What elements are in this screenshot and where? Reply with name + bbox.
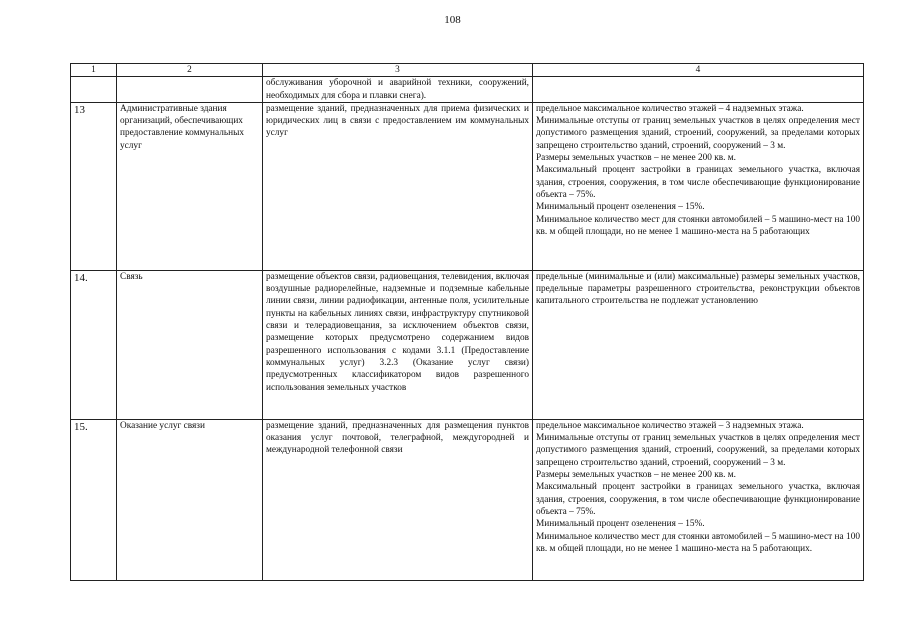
cell-name: Оказание услуг связи bbox=[117, 419, 263, 580]
param-line: Размеры земельных участков – не менее 200 кв. м. bbox=[536, 470, 736, 481]
column-header: 1 bbox=[71, 64, 117, 77]
table-row bbox=[71, 419, 864, 580]
cell-num bbox=[71, 77, 117, 103]
cell-params bbox=[533, 77, 864, 103]
param-line: Минимальный процент озеленения – 15%. bbox=[536, 519, 705, 530]
cell-description: размещение зданий, предназначенных для приема физических и юридических лиц в связи с предоставлением им коммунальных услуг bbox=[263, 102, 533, 270]
cell-name: Связь bbox=[117, 270, 263, 419]
cell-num: 14. bbox=[71, 270, 117, 419]
param-line: предельное максимальное количество этажей – 3 надземных этажа. bbox=[536, 420, 804, 431]
table-header-row bbox=[71, 64, 864, 77]
cell-description: размещение зданий, предназначенных для размещения пунктов оказания услуг почтовой, телеграфной, междугородней и международной телефонной связи bbox=[263, 419, 533, 580]
param-line: Минимальное количество мест для стоянки автомобилей – 5 машино-мест на 100 кв. м общей площади, но не менее 1 машино-места на 5 работающих. bbox=[536, 531, 860, 554]
column-header: 4 bbox=[533, 64, 864, 77]
param-line: Минимальное количество мест для стоянки автомобилей – 5 машино-мест на 100 кв. м общей площади, но не менее 1 машино-места на 5 работающих bbox=[536, 214, 860, 237]
param-line: Максимальный процент застройки в границах земельного участка, включая здания, строения, сооружения, в том числе обеспечивающие функционирование объекта – 75%. bbox=[536, 482, 860, 517]
cell-params bbox=[533, 419, 864, 580]
param-line: Максимальный процент застройки в границах земельного участка, включая здания, строения, сооружения, в том числе обеспечивающие функционирование объекта – 75%. bbox=[536, 165, 860, 200]
table-row bbox=[71, 102, 864, 270]
page-number: 108 bbox=[444, 14, 461, 26]
param-line: предельные (минимальные и (или) максимальные) размеры земельных участков, предельные параметры разрешенного строительства, реконструкции объектов капитального строительства не подлежат установлению bbox=[536, 271, 860, 307]
param-line: Размеры земельных участков – не менее 200 кв. м. bbox=[536, 153, 736, 164]
regulations-table bbox=[70, 63, 864, 581]
param-line: предельное максимальное количество этажей – 4 надземных этажа. bbox=[536, 103, 804, 114]
column-header: 2 bbox=[117, 64, 263, 77]
param-line: Минимальный процент озеленения – 15%. bbox=[536, 202, 705, 213]
table-row-continuation bbox=[71, 77, 864, 103]
param-line: Минимальные отступы от границ земельных участков в целях определения мест допустимого размещения зданий, строений, сооружений, за пределами которых запрещено строительство зданий, строений, сооружений – 3 м. bbox=[536, 116, 860, 151]
cell-params bbox=[533, 270, 864, 419]
cell-description: обслуживания уборочной и аварийной техники, сооружений, необходимых для сбора и плавки снега). bbox=[263, 77, 533, 103]
cell-name bbox=[117, 77, 263, 103]
param-line: Минимальные отступы от границ земельных участков в целях определения мест допустимого размещения зданий, строений, сооружений, за пределами которых запрещено строительство зданий, строений, сооружений – 3 м. bbox=[536, 433, 860, 468]
cell-params bbox=[533, 102, 864, 270]
cell-num: 13 bbox=[71, 102, 117, 270]
column-header: 3 bbox=[263, 64, 533, 77]
cell-name: Административные здания организаций, обеспечивающих предоставление коммунальных услуг bbox=[117, 102, 263, 270]
table-row bbox=[71, 270, 864, 419]
cell-num: 15. bbox=[71, 419, 117, 580]
cell-description: размещение объектов связи, радиовещания, телевидения, включая воздушные радиорелейные, надземные и подземные кабельные линии связи, линии радиофикации, антенные поля, усилительные пункты на кабельных линиях связи, инфраструктуру спутниковой связи и телерадиовещания, за исключением объектов связи, размещение которых предусмотрено содержанием видов разрешенного использования с кодами 3.1.1 (Предоставление коммунальных услуг) 3.2.3 (Оказание услуг связи) предусмотренных классификатором видов разрешенного использования земельных участков bbox=[263, 270, 533, 419]
